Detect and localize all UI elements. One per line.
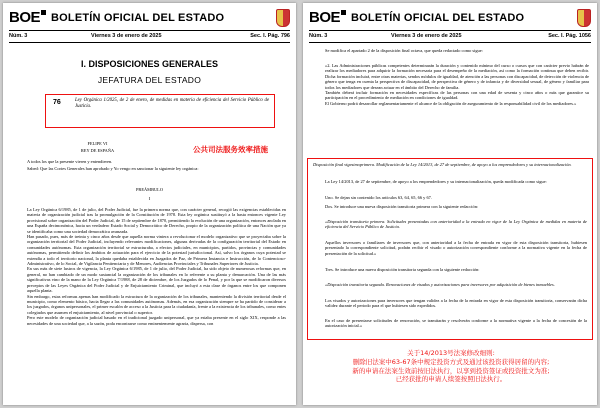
annotation-line: 删除旧法案中63-67条中规定投资方式及通过该投资获得居留的内容; [352,357,550,366]
header-rule [309,30,591,31]
header-rule [9,42,290,43]
paragraph: En el caso de presentarse solicitudes de renovación, se tramitarán y resolverán conforme a la normativa vigente a la fecha de concesión de la autorización inicial.» [325,318,587,329]
boe-logo: BOE [9,9,46,27]
paragraph: El Gobierno podrá desarrollar reglamentariamente el alcance de la obligación de aseguramiento de la responsabilidad civil de los mediadores.» [325,100,577,106]
header-rule [9,30,290,31]
boe-logo: BOE [309,9,346,27]
paragraph: Pero este modelo de organización judicial basado en el tradicional juzgado unipersonal, que ya estaba presente en el siglo XIX, responde a las necesidades de una sociedad que, a la sazón, poda encontrarse como eminentemente agraria, dispersa, con [27,315,286,326]
amendment-dos: Dos. Se introduce una nueva disposición transitoria primera con la siguiente redacción: [325,204,479,209]
paragraph: Aquellos inversores o familiares de inversores que, con anterioridad a la fecha de entrada en vigor de esta disposición transitoria, hubiesen presentado la correspondiente solicitud, podrán recibir el visado o autorización correspondiente conforme a la normativa vigente en la fecha de presentación de la solicitud.» [325,240,587,256]
annotation-line: 新的申请在法案生效前按旧法执行，以享到投资签证或投资批文为准; [352,366,550,375]
coat-of-arms-icon [577,9,591,27]
issue-meta [9,32,290,41]
issue-meta [309,32,591,41]
paragraph: «2. Las Administraciones públicas competentes determinarán la duración y contenido mínimo del curso o cursos que con carácter previo habrán de realizar los mediadores para adquirir la formación necesaria para el desempeño de la mediación, así como la formación continua que deben recibir. Dicha formación incluirá, entre otras materias, sendos módulos de igualdad, de atención a las personas con discapacidad, de detección de violencia de género que tenga en cuenta la perspectiva de discapacidad, de perspectiva de género y de infancia y de diversidad sexual, de género y familiar para todos los mediadores que desean actuar en el ámbito del Derecho de familia. [325,63,589,90]
annotation-law-cn: 公共司法服务效率措施 [193,145,268,154]
annotation-cn-block [311,349,591,384]
boe-page-right [303,3,597,405]
amendment-tres: Tres. Se introduce una nueva disposición transitoria segunda con la siguiente redacción: [325,267,480,272]
page-number: Sec. I. Pág. 796 [250,33,290,39]
paragraph: También deberá incluir formación en necesidades específicas de las personas con una edad de sesenta y cinco años o más que garantice su participación en el procedimiento de mediación en condiciones de igualdad. [325,90,589,101]
issue-date: Viernes 3 de enero de 2025 [91,33,162,39]
paragraph: La Ley 14/2013, de 27 de septiembre, de apoyo a los emprendedores y su internacionalización, queda modificada como sigue: [325,179,547,184]
boe-page-left [3,3,296,405]
paragraph: Han pasado, pues, más de treinta y cinco años desde que aquella norma viniera a revolucionar el modelo organizativo que se proyectaba sobre la organización territorial del Poder Judicial, incluyendo relevantes modificaciones, algunas derivadas de la configuración territorial del Estado en comunidades autónomas. Esta organización territorial se estructuraba, a efectos judiciales, en municipios, partidos, provincias y comunidades autónomas, permitiendo definir los ámbitos de actuación para el ejercicio de la potestad jurisdiccional. Así, salvo los órganos cuya potestad se extendía a todo el territorio nacional, la planta quedaba establecida en Juzgados de Paz, de Primera Instancia e Instrucción, de lo Contencioso-Administrativo, de lo Social, de Vigilancia Penitenciaria y de Menores, Audiencias Provinciales y Tribunales Superiores de Justicia. [27,234,286,267]
gazette-title: BOLETÍN OFICIAL DEL ESTADO [51,12,225,24]
preamble-body [27,207,286,403]
office-title: JEFATURA DEL ESTADO [97,75,202,85]
section-title: I. DISPOSICIONES GENERALES [80,59,219,69]
annotation-line: 关于14/2013号法案修改细则: [407,349,495,357]
annotation-line: 已经获批的申请人续签按照旧法执行。 [395,375,507,384]
preamble-number: I [148,196,151,201]
issue-number: Núm. 3 [309,33,328,39]
amendment-uno: Uno. Se dejan sin contenido los artículos 63, 64, 65, 66 y 67. [325,195,432,200]
law-title: Ley Orgánica 1/2025, de 2 de enero, de medidas en materia de eficiencia del Servicio Público de Justicia. [75,98,269,109]
gazette-title: BOLETÍN OFICIAL DEL ESTADO [351,12,525,24]
transitional-provision-heading: «Disposición transitoria segunda. Renovaciones de visados y autorizaciones para inversores por adquisición de bienes inmuebles. [325,282,555,287]
page-header [9,9,290,27]
intro-text: A todos los que la presente vieren y entendieren. [27,159,113,164]
intro-text: Sabed: Que las Cortes Generales han aprobado y Yo vengo en sancionar la siguiente ley orgánica: [27,166,199,171]
paragraph: Sin embargo, estas reformas apenas han modificado la estructura de la organización de los tribunales, manteniendo la división territorial desde el municipio, como elemento básico, hacia llegar a las comunidades autónomas. Además, en esa organización siempre se ha partido de considerar a los juzgados, órganos unipersonales, el primer escalón de acceso a la Justicia para la ciudadanía, frente a la existencia de los tribunales, como entes colegiados que asumen el enjuiciamiento, al nivel provincial o superior. [27,293,286,315]
page-header [309,9,591,27]
preamble-heading: PREÁMBULO [135,187,164,192]
issue-date: Viernes 3 de enero de 2025 [391,33,462,39]
signer-title: REY DE ESPAÑA [80,148,115,153]
header-rule [309,42,591,43]
paragraph: En sus más de siete lustros de vigencia, la Ley Orgánica 6/1985, de 1 de julio, del Poder Judicial, ha sido objeto de numerosas reformas que, en general, no han cambiado de un modo sustancial la organización de los tribunales en lo referente a su planta y demarcación. Una de las más significativas vino de la mano de la Ley Orgánica 7/1988, de 28 de diciembre, de los Juzgados de lo Penal, y por la que se modificaron diversos preceptos de las Leyes Orgánica del Poder Judicial y de Enjuiciamiento Criminal, que incluyó a esta clase de órganos entre los que componen aquella planta. [27,266,286,294]
paragraph: Se modifica el apartado 2 de la disposición final octava, que queda redactado como sigue: [325,48,483,53]
law-number: 76 [53,99,61,106]
paragraph: La Ley Orgánica 6/1985, de 1 de julio, del Poder Judicial, fue la primera norma que, con carácter general, recogió las exigencias establecidas en materia de organización judicial tras la promulgación de la Constitución de 1978. Esta ley orgánica sustituyó a la hasta entonces vigente Ley provisional sobre organización del Poder Judicial, de 15 de septiembre de 1870, permitiendo la evolución de una organización, entonces anclada en una España decimonónica, hacia un verdadero Estado Social y Democrático de Derecho, propio de la organización política de una Nación que ya se identificaba como una sociedad democrática avanzada. [27,207,286,234]
page-number: Sec. I. Pág. 1056 [548,33,591,39]
quoted-text [325,63,589,163]
disposition-heading: Disposición final vigesimoprimera. Modificación de la Ley 14/2013, de 27 de septiembre, de apoyo a los emprendedores y su internacionalización. [313,162,572,167]
issue-number: Núm. 3 [9,33,28,39]
coat-of-arms-icon [276,9,290,27]
transitional-provision-heading: «Disposición transitoria primera. Solicitudes presentadas con anterioridad a la entrada en vigor de la Ley Orgánica de medidas en materia de eficiencia del Servicio Público de Justicia. [325,219,587,230]
paragraph: Los visados y autorizaciones para inversores que tengan validez a la fecha de la entrada en vigor de esta disposición transitoria, conservarán dicha validez durante el periodo para el que hubiesen sido expedidos. [325,298,587,309]
signer: FELIPE VI [87,141,108,146]
